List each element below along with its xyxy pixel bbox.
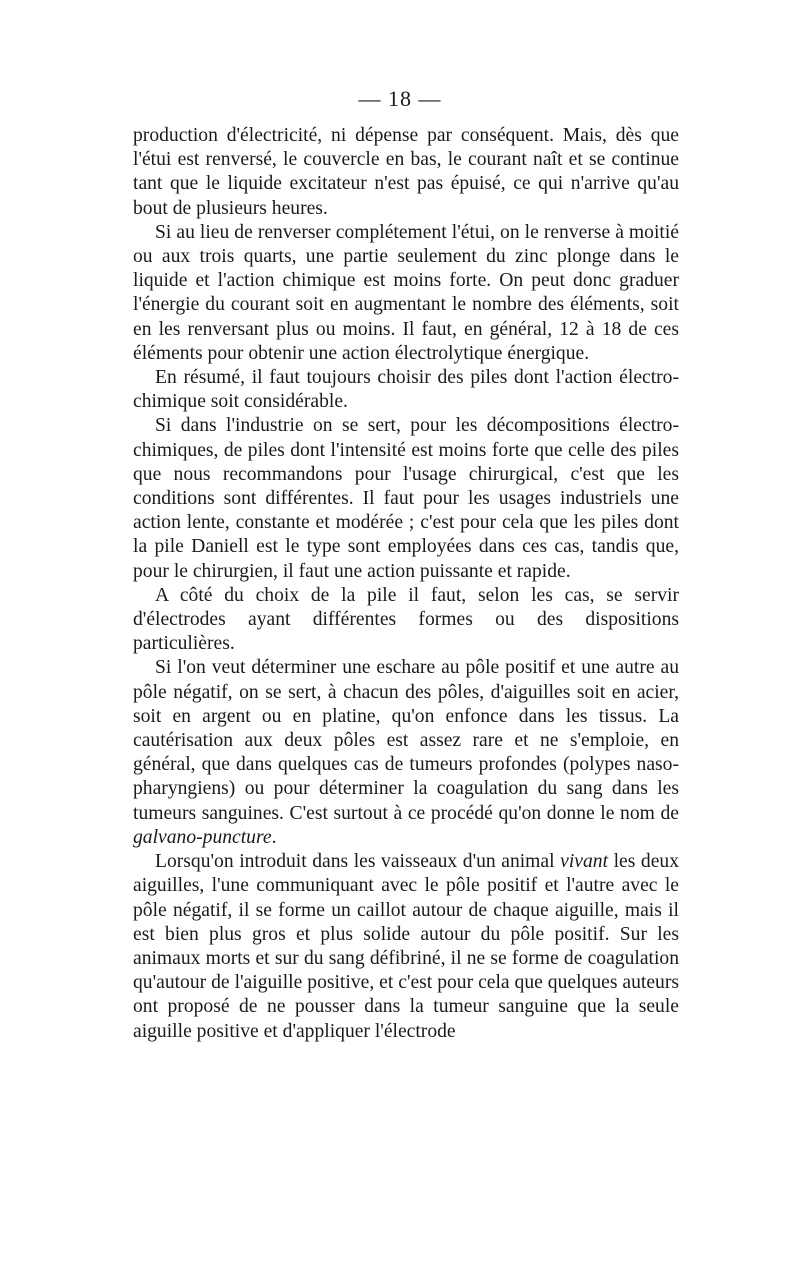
paragraph: Si au lieu de renverser complétement l'étui, on le renverse à moitié ou aux trois quarts, une partie seulement du zinc plonge dans le liquide et l'action chimique est moins forte. On peut donc graduer l'énergie du courant soit en augmentant le nombre des éléments, soit en les renversant plus ou moins. Il faut, en général, 12 à 18 de ces éléments pour obtenir une action électrolytique énergique. xyxy=(133,221,679,364)
paragraph: Si dans l'industrie on se sert, pour les décompositions électro-chimiques, de piles dont l'intensité est moins forte que celle des piles que nous recommandons pour l'usage chirurgical, c'est que les conditions sont différentes. Il faut pour les usages industriels une action lente, constante et modérée ; c'est pour cela que les piles dont la pile Daniell est le type sont employées dans ces cas, tandis que, pour le chirurgien, il faut une action puissante et rapide. xyxy=(133,415,679,582)
punctuation: . xyxy=(271,826,277,848)
paragraph: A côté du choix de la pile il faut, selon les cas, se servir d'électrodes ayant différentes formes ou des dispositions particulières. xyxy=(133,584,679,655)
paragraph-text-before: Lorsqu'on introduit dans les vaisseaux d'un animal xyxy=(155,851,555,873)
page-number: — 18 — xyxy=(358,86,442,111)
italic-term: vivant xyxy=(560,851,609,873)
paragraph-text-after: les deux aiguilles, l'une communiquant avec le pôle positif et l'autre avec le pôle négatif, il se forme un caillot autour de chaque aiguille, mais il est bien plus gros et plus solide autour du pôle positif. Sur les animaux morts et sur du sang défibriné, il ne se forme de coagulation qu'autour de l'aiguille positive, et c'est pour cela que quelques auteurs ont proposé de ne pousser dans la tumeur sanguine que la seule aiguille positive et d'appliquer l'électrode xyxy=(133,851,679,1042)
paragraph-text: Si l'on veut déterminer une eschare au pôle positif et une autre au pôle négatif, on se sert, à chacun des pôles, d'aiguilles soit en acier, soit en argent ou en platine, qu'on enfonce dans les tissus. La cautérisation aux deux pôles est assez rare et ne s'emploie, en général, que dans quelques cas de tumeurs profondes (polypes naso-pharyngiens) ou pour déterminer la coagulation du sang dans les tumeurs sanguines. C'est surtout à ce procédé qu'on donne le nom de xyxy=(133,657,679,824)
italic-term: galvano-puncture xyxy=(133,826,272,848)
paragraph: production d'électricité, ni dépense par conséquent. Mais, dès que l'étui est renversé, le couvercle en bas, le courant naît et se continue tant que le liquide excitateur n'est pas épuisé, ce qui n'arrive qu'au bout de plusieurs heures. xyxy=(133,125,679,219)
body-text xyxy=(133,124,679,1044)
paragraph xyxy=(133,656,679,850)
paragraph: En résumé, il faut toujours choisir des piles dont l'action électro-chimique soit considérable. xyxy=(133,367,679,413)
paragraph xyxy=(133,850,679,1044)
